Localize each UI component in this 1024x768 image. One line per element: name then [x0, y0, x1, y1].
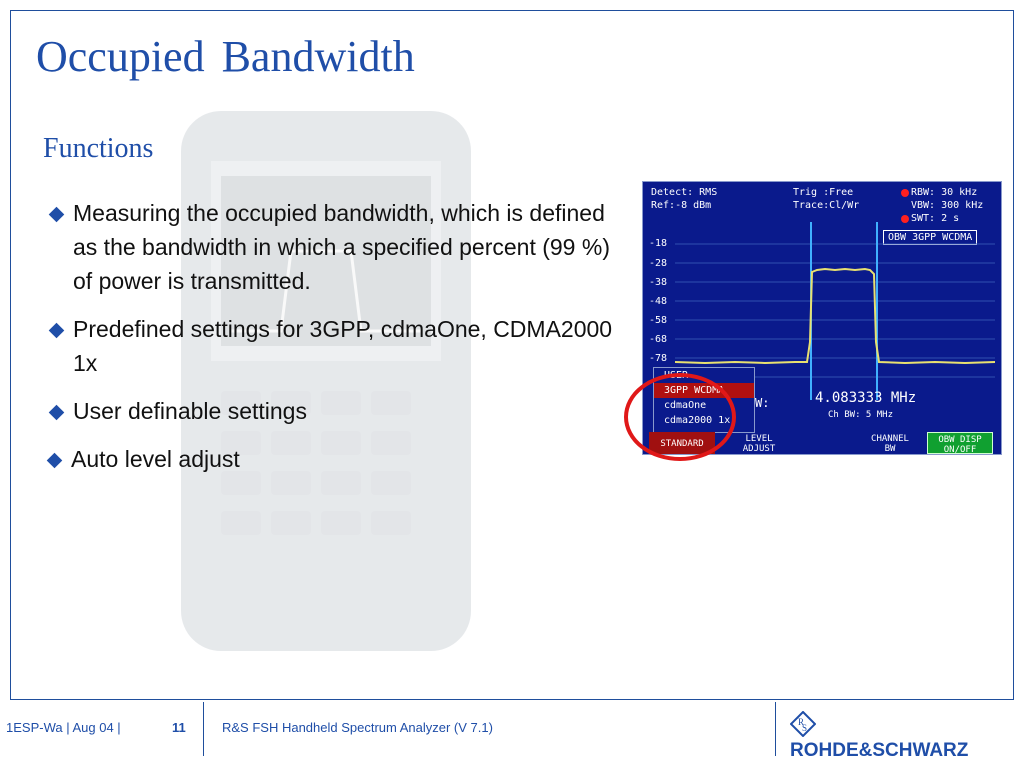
bullet-list: [49, 196, 629, 490]
y-tick-label: -78: [649, 353, 668, 364]
footer-divider: [203, 702, 204, 756]
rohde-schwarz-emblem-icon: [790, 711, 816, 737]
occupied-bandwidth-value: 4.083333 MHz: [815, 390, 917, 406]
footer-document-title: R&S FSH Handheld Spectrum Analyzer (V 7.1): [222, 720, 493, 735]
footer-doc-id: 1ESP-Wa | Aug 04 |: [6, 720, 121, 735]
svg-text:R: R: [798, 717, 805, 727]
page-number: 11: [172, 720, 186, 735]
reference-level-readout: Ref:-8 dBm: [651, 200, 712, 211]
channel-bandwidth-readout: Ch BW: 5 MHz: [828, 410, 894, 420]
y-tick-label: -38: [649, 277, 668, 288]
highlight-ellipse: [624, 373, 736, 461]
y-tick-label: -28: [649, 258, 668, 269]
vbw-readout: VBW: 300 kHz: [911, 200, 984, 211]
mode-label: OBW 3GPP WCDMA: [883, 230, 977, 245]
diamond-bullet-icon: [49, 405, 65, 421]
bullet-text: User definable settings: [73, 398, 307, 424]
y-tick-label: -18: [649, 238, 668, 249]
bullet-text: Predefined settings for 3GPP, cdmaOne, CDMA2000 1x: [73, 316, 613, 376]
slide-title: Occupied Bandwidth: [36, 32, 415, 81]
trigger-readout: Trig :Free: [793, 187, 854, 198]
obw-display-softkey[interactable]: [927, 432, 993, 454]
channel-bw-softkey[interactable]: [859, 432, 921, 454]
softkey-label: CHANNEL: [871, 434, 909, 444]
softkey-label: ADJUST: [742, 444, 776, 454]
rbw-indicator-icon: [901, 189, 909, 197]
menu-item-user[interactable]: USER: [664, 370, 689, 381]
bullet-item: [49, 312, 629, 380]
menu-item-cdma2000[interactable]: cdma2000 1x: [664, 415, 731, 426]
detector-readout: Detect: RMS: [651, 187, 718, 198]
menu-item-3gpp-wcdma[interactable]: 3GPP WCDMA: [654, 383, 754, 398]
footer-divider: [775, 702, 776, 756]
softkey-label: OBW DISP: [938, 435, 982, 445]
diamond-bullet-icon: [47, 453, 63, 469]
bullet-text: Measuring the occupied bandwidth, which is defined as the bandwidth in which a specified percent (99 %) of power is transmitted.: [73, 200, 610, 294]
y-tick-label: -58: [649, 315, 668, 326]
softkey-label: BW: [884, 444, 896, 454]
obw-label: W:: [755, 396, 770, 410]
level-adjust-softkey[interactable]: [729, 432, 789, 454]
menu-item-cdmaone[interactable]: cdmaOne: [664, 400, 707, 411]
softkey-label: ON/OFF: [943, 445, 977, 455]
bullet-item: [49, 196, 629, 298]
standard-softkey[interactable]: STANDARD: [649, 432, 715, 454]
bullet-item: [49, 394, 629, 428]
svg-text:S: S: [802, 723, 808, 733]
softkey-label: LEVEL: [745, 434, 773, 444]
diamond-bullet-icon: [49, 207, 65, 223]
y-tick-label: -48: [649, 296, 668, 307]
bullet-text: Auto level adjust: [71, 446, 240, 472]
slide-frame: [10, 10, 1014, 700]
rbw-readout: RBW: 30 kHz: [911, 187, 978, 198]
trace-readout: Trace:Cl/Wr: [793, 200, 860, 211]
spectrum-trace: [675, 269, 995, 363]
company-logo: ROHDE&SCHWARZ: [790, 740, 969, 761]
bullet-item: [47, 442, 629, 476]
y-tick-label: -68: [649, 334, 668, 345]
diamond-bullet-icon: [49, 323, 65, 339]
section-heading: Functions: [43, 133, 154, 164]
sweep-time-readout: SWT: 2 s: [911, 213, 960, 224]
